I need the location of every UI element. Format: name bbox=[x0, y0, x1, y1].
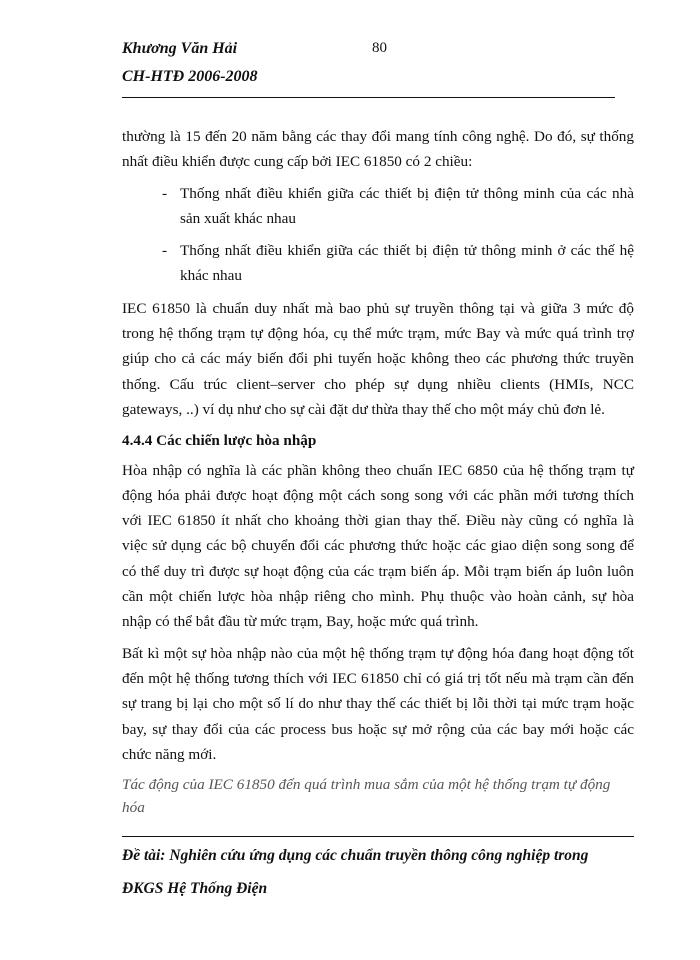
bullet-text: Thống nhất điều khiển giữa các thiết bị điện tử thông minh của các nhà sản xuất khác nhau bbox=[180, 184, 634, 227]
bullet-list bbox=[122, 181, 634, 289]
bullet-dash: - bbox=[162, 184, 168, 202]
paragraph-intro: thường là 15 đến 20 năm bằng các thay đổi mang tính công nghệ. Do đó, sự thống nhất điều khiển được cung cấp bởi IEC 61850 có 2 chiều: bbox=[122, 128, 634, 171]
bullet-text: Thống nhất điều khiển giữa các thiết bị điện tử thông minh ở các thế hệ khác nhau bbox=[180, 242, 634, 285]
header-divider bbox=[122, 97, 615, 98]
document-body bbox=[122, 124, 634, 819]
page-footer bbox=[122, 836, 634, 903]
page-header bbox=[122, 40, 615, 102]
course-code: CH-HTĐ 2006-2008 bbox=[122, 68, 258, 85]
author-name: Khương Văn Hải bbox=[122, 40, 238, 57]
paragraph-retrofit: Bất kì một sự hòa nhập nào của một hệ thống trạm tự động hóa đang hoạt động tốt đến một hệ thống tương thích với IEC 61850 chỉ có giá trị tốt nếu mà trạm cần đến sự trang bị lại cho một số lí do như thay thế các thiết bị lỗi thời tại mức trạm hoặc bay, sự thay đổi của các process bus hoặc sự mở rộng của các bay mới hoặc các chức năng mới. bbox=[122, 644, 634, 763]
subsection-caption: Tác động của IEC 61850 đến quá trình mua sắm của một hệ thống trạm tự động hóa bbox=[122, 776, 611, 817]
list-item bbox=[122, 181, 634, 232]
thesis-title-line-1: Đề tài: Nghiên cứu ứng dụng các chuẩn truyền thông công nghiệp trong bbox=[122, 847, 589, 864]
section-heading: 4.4.4 Các chiến lược hòa nhập bbox=[122, 432, 317, 450]
paragraph-iec61850: IEC 61850 là chuẩn duy nhất mà bao phủ sự truyền thông tại và giữa 3 mức độ trong hệ thống trạm tự động hóa, cụ thể mức trạm, mức Bay và mức quá trình trợ giúp cho cả các máy biến đổi phi tuyến hoặc không theo các phương thức truyền thống. Cấu trúc client–server cho phép sự dụng nhiều clients (HMIs, NCC gateways, ..) ví dụ như cho sự cài đặt dư thừa thay thế cho một máy chủ đơn lẻ. bbox=[122, 299, 634, 418]
bullet-dash: - bbox=[162, 242, 168, 260]
page-number: 80 bbox=[372, 40, 387, 56]
footer-divider bbox=[122, 836, 634, 837]
thesis-title-line-2: ĐKGS Hệ Thống Điện bbox=[122, 880, 268, 897]
list-item bbox=[122, 238, 634, 289]
paragraph-integration: Hòa nhập có nghĩa là các phần không theo chuẩn IEC 6850 của hệ thống trạm tự động hóa phải được hoạt động một cách song song với các phần mới tương thích với IEC 61850 ít nhất cho khoảng thời gian thay thế. Điều này cũng có nghĩa là việc sử dụng các bộ chuyển đổi các phương thức hoặc các giao diện song song để có thể duy trì được sự hoạt động của các trạm biến áp. Mỗi trạm biến áp luôn luôn cần một chiến lược hòa nhập riêng cho mình. Phụ thuộc vào hoàn cảnh, sự hòa nhập có thể bắt đầu từ mức trạm, Bay, hoặc mức quá trình. bbox=[122, 461, 634, 631]
